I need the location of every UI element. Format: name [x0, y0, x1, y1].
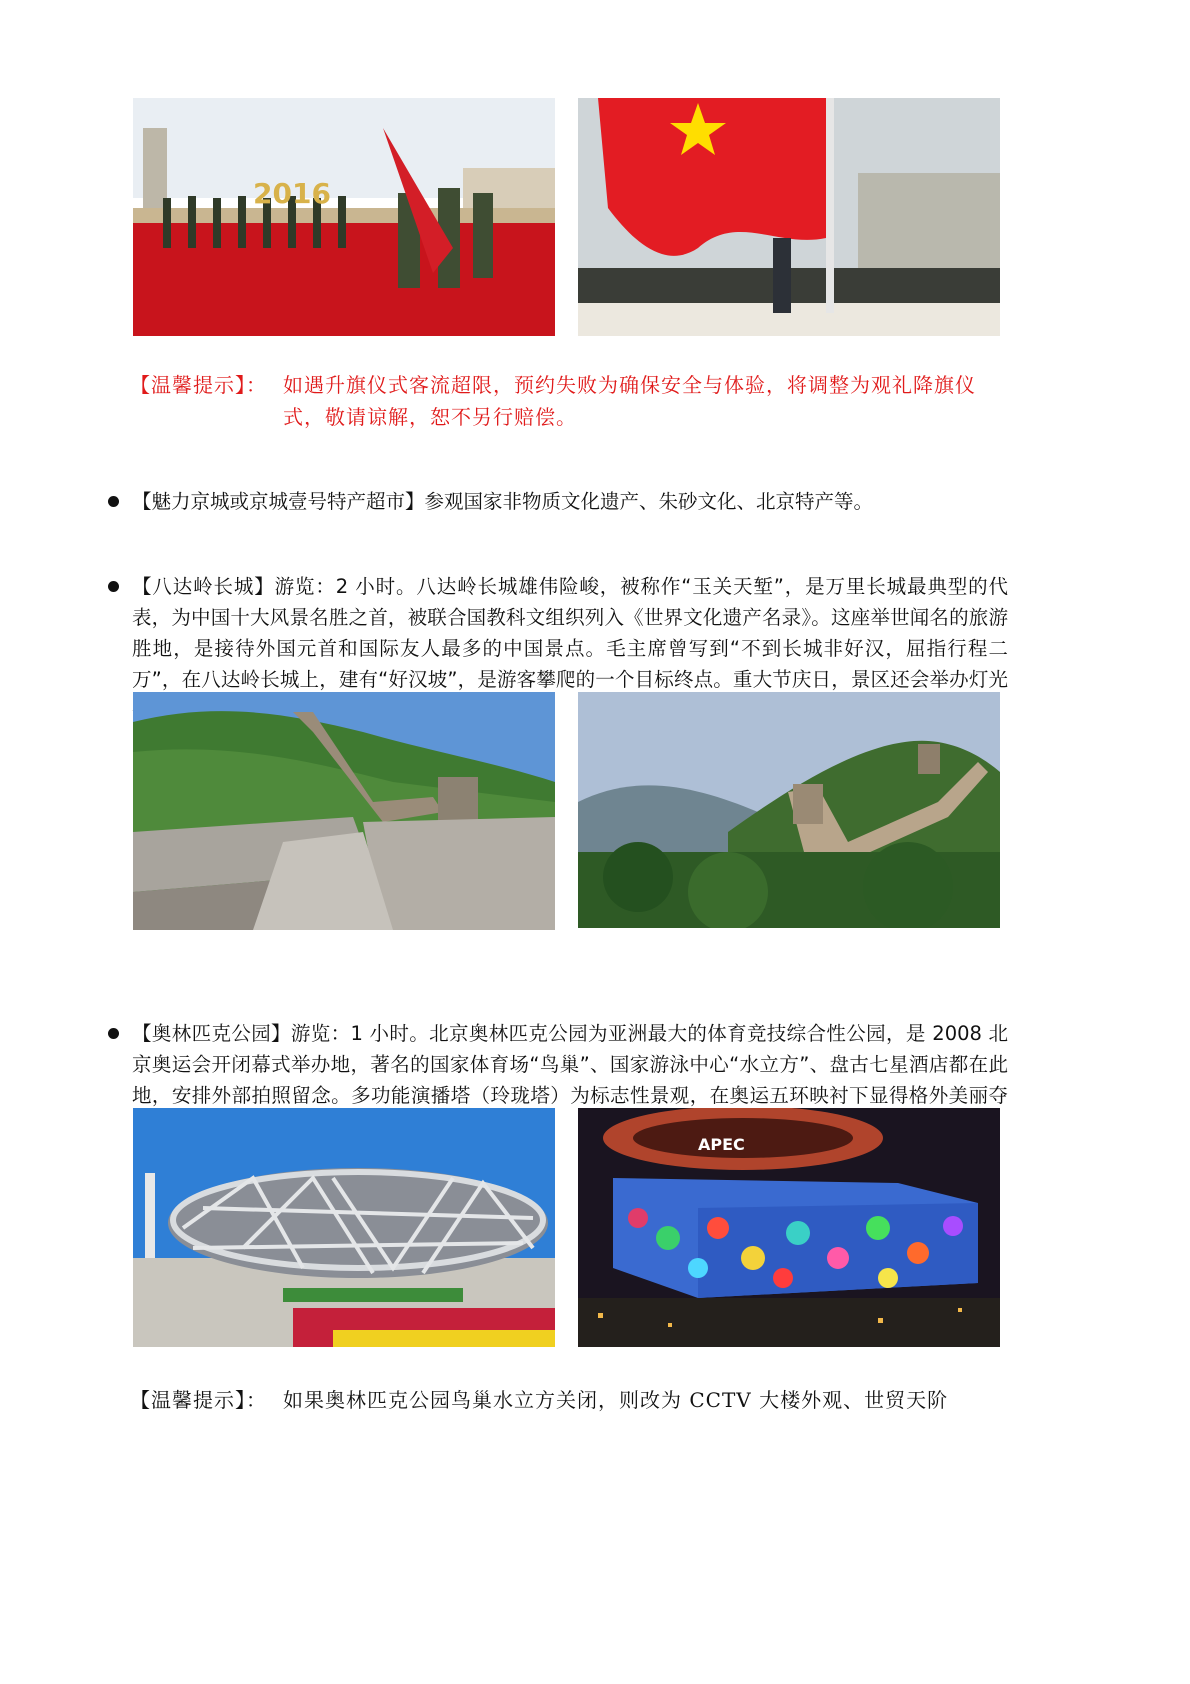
tip-olympic	[130, 1384, 1010, 1416]
bullet-dot	[108, 496, 119, 507]
list-item-market	[108, 486, 1008, 518]
bullet-dot	[108, 1028, 119, 1039]
great-wall-text: 【八达岭长城】游览：2 小时。八达岭长城雄伟险峻，被称作“玉关天堑”，是万里长城最典型的代表，为中国十大风景名胜之首，被联合国教科文组织列入《世界文化遗产名录》。这座举世闻名的旅游胜地，是接待外国元首和国际友人最多的中国景点。毛主席曾写到“不到长城非好汉，屈指行程二万”，在八达岭长城上，建有“好汉坡”，是游客攀爬的一个目标终点。重大节庆日，景区还会举办灯光	[132, 575, 1008, 691]
tip-text: 如果奥林匹克公园鸟巢水立方关闭，则改为 CCTV 大楼外观、世贸天阶	[283, 1388, 949, 1412]
tip-text: 如遇升旗仪式客流超限，预约失败为确保安全与体验，将调整为观礼降旗仪式，敬请谅解，恕不另行赔偿。	[283, 373, 976, 429]
svg-text:2016: 2016	[253, 177, 331, 210]
list-item-olympic	[108, 1018, 1008, 1112]
tip-label: 【温馨提示】：	[130, 373, 267, 397]
market-text: 【魅力京城或京城壹号特产超市】参观国家非物质文化遗产、朱砂文化、北京特产等。	[132, 490, 874, 513]
tip-flag	[130, 369, 1010, 433]
bullet-dot	[108, 581, 119, 592]
photo-great-wall-mountains	[578, 692, 1000, 928]
photo-flag-raising	[578, 98, 1000, 336]
olympic-text: 【奥林匹克公园】游览：1 小时。北京奥林匹克公园为亚洲最大的体育竞技综合性公园，是 2008 北京奥运会开闭幕式举办地，著名的国家体育场“鸟巢”、国家游泳中心“水立方”、盘古七星酒店都在此地，安排外部拍照留念。多功能演播塔（玲珑塔）为标志性景观，在奥运五环映衬下显得格外美丽夺	[132, 1022, 1008, 1107]
list-item-great-wall	[108, 571, 1008, 695]
apec-sign: APEC	[698, 1135, 745, 1154]
photo-great-wall-walkway	[133, 692, 555, 930]
photo-flag-guard	[133, 98, 555, 336]
tip-label: 【温馨提示】：	[130, 1388, 267, 1412]
photo-birds-nest	[133, 1108, 555, 1347]
photo-water-cube	[578, 1108, 1000, 1347]
